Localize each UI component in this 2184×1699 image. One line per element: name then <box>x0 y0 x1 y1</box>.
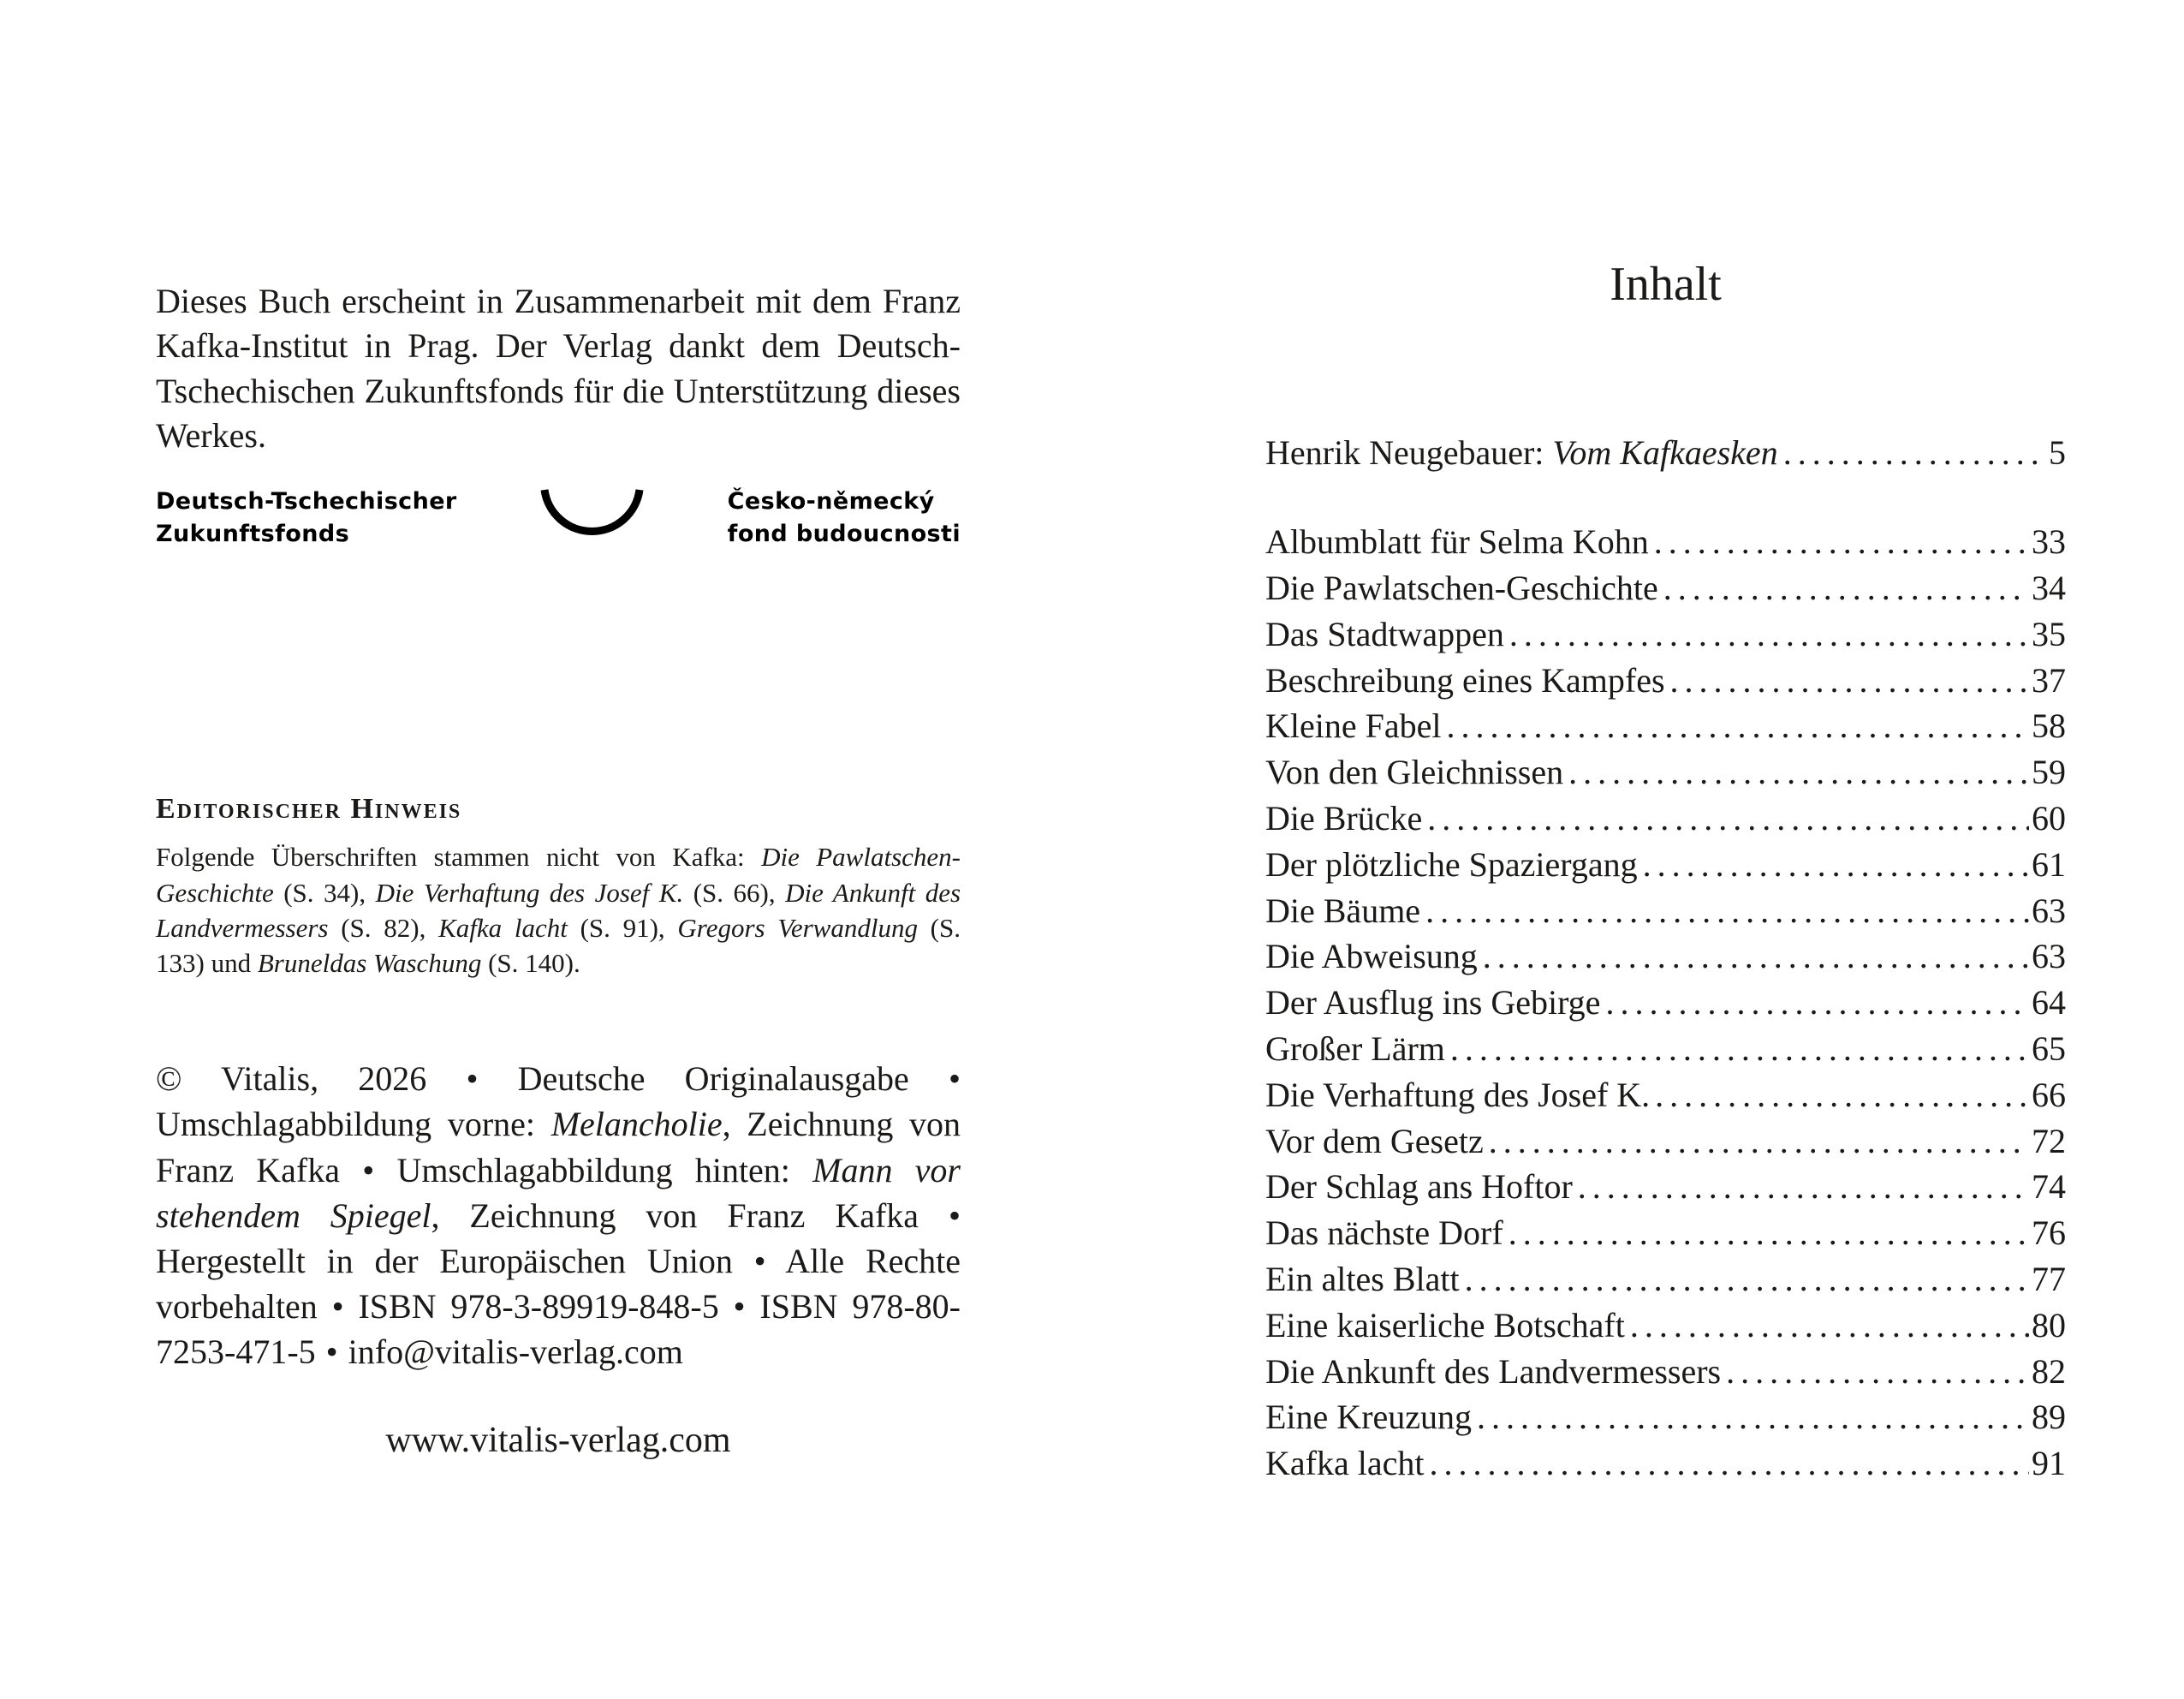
toc-entry-label <box>1265 430 1778 476</box>
toc-page-number: 61 <box>2032 844 2066 884</box>
toc-entry <box>1265 1072 2066 1118</box>
toc-dot-leader <box>1450 1026 2029 1072</box>
toc-page <box>1265 257 2066 1487</box>
logo-czech-label-line1: Česko-německý <box>727 488 935 516</box>
toc-entry <box>1265 1349 2066 1395</box>
arc-icon <box>526 483 658 554</box>
toc-page-number: 34 <box>2032 568 2066 607</box>
toc-dot-leader <box>1670 658 2029 704</box>
toc-entry-text: Das nächste Dorf <box>1265 1213 1503 1253</box>
toc-dot-leader <box>1630 1303 2029 1349</box>
italic-title-segment: Melancholie <box>550 1105 723 1144</box>
toc-entry-text: Der plötzliche Spaziergang <box>1265 844 1638 884</box>
partnership-paragraph: Dieses Buch erscheint in Zusammenarbeit mit dem Franz Kafka-Institut in Prag. Der Verlag dankt dem Deutsch-Tschechischen Zukunftsfonds für die Unterstützung dieses Werkes. <box>156 282 961 456</box>
toc-entry-text: Eine Kreuzung <box>1265 1398 1473 1437</box>
toc-entry-label <box>1265 1440 1424 1487</box>
toc-entry <box>1265 1256 2066 1303</box>
text-segment: (S. 34), <box>273 877 376 908</box>
toc-entry-text: Beschreibung eines Kampfes <box>1265 660 1665 700</box>
toc-entry <box>1265 658 2066 704</box>
toc-entry <box>1265 703 2066 749</box>
toc-entry <box>1265 519 2066 565</box>
logo-german-label <box>156 486 457 551</box>
toc-dot-leader <box>1726 1349 2029 1395</box>
logo-german-label-line2: Zukunftsfonds <box>156 520 350 547</box>
toc-page-number: 64 <box>2032 983 2066 1022</box>
toc-dot-leader <box>1509 611 2029 658</box>
toc-entry-text: Die Bäume <box>1265 891 1421 930</box>
toc-entry-text: Ein altes Blatt <box>1265 1259 1460 1298</box>
toc-dot-leader <box>1568 749 2029 796</box>
text-segment: (S. 91), <box>567 912 678 943</box>
toc-entry <box>1265 1440 2066 1487</box>
toc-entry <box>1265 749 2066 796</box>
toc-entry-text: Großer Lärm <box>1265 1028 1445 1068</box>
toc-entry-text: Der Ausflug ins Gebirge <box>1265 983 1601 1022</box>
toc-dot-leader <box>1425 888 2029 934</box>
toc-entry-label <box>1265 1026 1445 1072</box>
editorial-note-heading: Editorischer Hinweis <box>156 793 462 826</box>
toc-entry <box>1265 1303 2066 1349</box>
toc-entry-label <box>1265 1072 1650 1118</box>
toc-entry <box>1265 1118 2066 1165</box>
toc-entry-label <box>1265 1256 1460 1303</box>
toc-page-number: 91 <box>2032 1444 2066 1483</box>
publisher-website-url: www.vitalis-verlag.com <box>385 1420 731 1460</box>
toc-entry-label <box>1265 1349 1721 1395</box>
toc-entry-text: Kleine Fabel <box>1265 706 1442 746</box>
toc-dot-leader <box>1655 1072 2029 1118</box>
logo-czech-label-line2: fond budoucnosti <box>727 520 961 547</box>
toc-entry-label <box>1265 565 1658 611</box>
toc-page-number: 72 <box>2032 1121 2066 1160</box>
toc-entry-text: Albumblatt für Selma Kohn <box>1265 522 1649 562</box>
toc-entry <box>1265 565 2066 611</box>
toc-dot-leader <box>1654 519 2029 565</box>
imprint-page <box>156 279 961 1461</box>
italic-title-segment: Die Pawlatschen-Geschichte <box>156 842 961 908</box>
toc-entry-label <box>1265 749 1563 796</box>
toc-dot-leader <box>1447 703 2030 749</box>
toc-entry <box>1265 430 2066 476</box>
toc-page-number: 74 <box>2032 1167 2066 1207</box>
toc-dot-leader <box>1429 1440 2029 1487</box>
toc-entry <box>1265 1164 2066 1210</box>
toc-entry-text: Vor dem Gesetz <box>1265 1121 1484 1160</box>
toc-page-number: 77 <box>2032 1259 2066 1298</box>
zukunftsfonds-logo <box>156 483 961 554</box>
toc-page-number: 89 <box>2032 1398 2066 1437</box>
toc-entry-text: Von den Gleichnissen <box>1265 753 1564 792</box>
copyright-paragraph <box>156 1056 961 1374</box>
italic-title-segment: Mann vor stehendem Spiegel <box>156 1150 961 1235</box>
toc-entry-text: Henrik Neugebauer: <box>1265 433 1553 473</box>
toc-entry <box>1265 611 2066 658</box>
toc-dot-leader <box>1483 933 2029 980</box>
toc-dot-leader <box>1783 430 2046 476</box>
text-segment: (S. 133) und <box>156 912 961 979</box>
toc-dot-leader <box>1477 1394 2029 1440</box>
toc-page-number: 58 <box>2032 706 2066 746</box>
toc-entry-text: Der Schlag ans Hoftor <box>1265 1167 1573 1207</box>
toc-page-number: 65 <box>2032 1028 2066 1068</box>
text-segment: Folgende Überschriften stammen nicht von Kafka: <box>156 842 762 873</box>
toc-entry <box>1265 933 2066 980</box>
toc-entry <box>1265 1210 2066 1256</box>
toc-entry <box>1265 888 2066 934</box>
italic-title-segment: Kafka lacht <box>438 912 568 943</box>
toc-entry-text: Das Stadtwappen <box>1265 614 1504 653</box>
toc-page-number: 82 <box>2032 1351 2066 1391</box>
toc-entry-italic-title: Vom Kafkaesken <box>1552 433 1778 473</box>
toc-dot-leader <box>1465 1256 2029 1303</box>
toc-entry-text: Die Brücke <box>1265 798 1423 838</box>
toc-page-number: 35 <box>2032 614 2066 653</box>
italic-title-segment: Die Verhaftung des Josef K. <box>375 877 684 908</box>
text-segment: © Vitalis, 2026 • Deutsche Originalausgabe • Umschlagabbildung vorne: <box>156 1059 961 1144</box>
toc-entry-text: Kafka lacht <box>1265 1444 1425 1483</box>
toc-entry-text: Die Abweisung <box>1265 937 1478 976</box>
toc-dot-leader <box>1663 565 2029 611</box>
toc-entry-text: Die Verhaftung des Josef K. <box>1265 1075 1651 1114</box>
toc-page-number: 80 <box>2032 1305 2066 1344</box>
toc-page-number: 76 <box>2032 1213 2066 1253</box>
toc-entry-label <box>1265 703 1442 749</box>
italic-title-segment: Die Ankunft des Landvermessers <box>156 877 961 943</box>
toc-entry-text: Die Pawlatschen-Geschichte <box>1265 568 1658 607</box>
toc-dot-leader <box>1643 842 2029 888</box>
logo-german-label-line1: Deutsch-Tschechischer <box>156 488 457 516</box>
toc-page-number: 60 <box>2032 798 2066 838</box>
text-segment: (S. 140). <box>481 948 580 979</box>
toc-entry-label <box>1265 1118 1484 1165</box>
toc-page-number: 63 <box>2032 937 2066 976</box>
toc-dot-leader <box>1509 1210 2029 1256</box>
text-segment: (S. 82), <box>328 912 439 943</box>
text-segment: , Zeichnung von Franz Kafka • Hergestellt in der Europäischen Union • Alle Rechte vorbehalten • ISBN 978-3-89919-848-5 • ISBN 978-80-7253-471-5 • info@vitalis-verlag.com <box>156 1195 961 1372</box>
toc-title: Inhalt <box>1610 258 1722 311</box>
toc-entry-label <box>1265 888 1420 934</box>
logo-czech-label <box>728 486 961 551</box>
toc-entry-label <box>1265 1303 1625 1349</box>
toc-entry-text: Die Ankunft des Landvermessers <box>1265 1351 1722 1391</box>
toc-entry <box>1265 842 2066 888</box>
toc-page-number: 66 <box>2032 1075 2066 1114</box>
toc-page-number: 5 <box>2049 433 2066 473</box>
text-segment: , Zeichnung von Franz Kafka • Umschlagabbildung hinten: <box>156 1105 961 1189</box>
toc-dot-leader <box>1578 1164 2029 1210</box>
toc-entry-label <box>1265 980 1600 1026</box>
toc-dot-leader <box>1427 796 2029 842</box>
toc-list <box>1265 430 2066 1487</box>
toc-entry-label <box>1265 842 1638 888</box>
text-segment: (S. 66), <box>683 877 786 908</box>
toc-page-number: 33 <box>2032 522 2066 562</box>
italic-title-segment: Bruneldas Waschung <box>257 948 482 979</box>
toc-entry-label <box>1265 519 1649 565</box>
toc-page-number: 37 <box>2032 660 2066 700</box>
toc-entry <box>1265 1026 2066 1072</box>
toc-entry <box>1265 796 2066 842</box>
toc-page-number: 59 <box>2032 753 2066 792</box>
toc-entry-label <box>1265 1164 1573 1210</box>
toc-dot-leader <box>1605 980 2029 1026</box>
toc-entry <box>1265 980 2066 1026</box>
toc-dot-leader <box>1489 1118 2029 1165</box>
italic-title-segment: Gregors Verwandlung <box>677 912 918 943</box>
toc-entry-label <box>1265 933 1478 980</box>
toc-page-number: 63 <box>2032 891 2066 930</box>
toc-entry-label <box>1265 1394 1472 1440</box>
toc-entry-label <box>1265 658 1665 704</box>
toc-entry-text: Eine kaiserliche Botschaft <box>1265 1305 1625 1344</box>
toc-entry-label <box>1265 796 1422 842</box>
editorial-note-paragraph <box>156 839 961 981</box>
toc-entry <box>1265 1394 2066 1440</box>
toc-entry-label <box>1265 611 1504 658</box>
toc-entry-label <box>1265 1210 1503 1256</box>
